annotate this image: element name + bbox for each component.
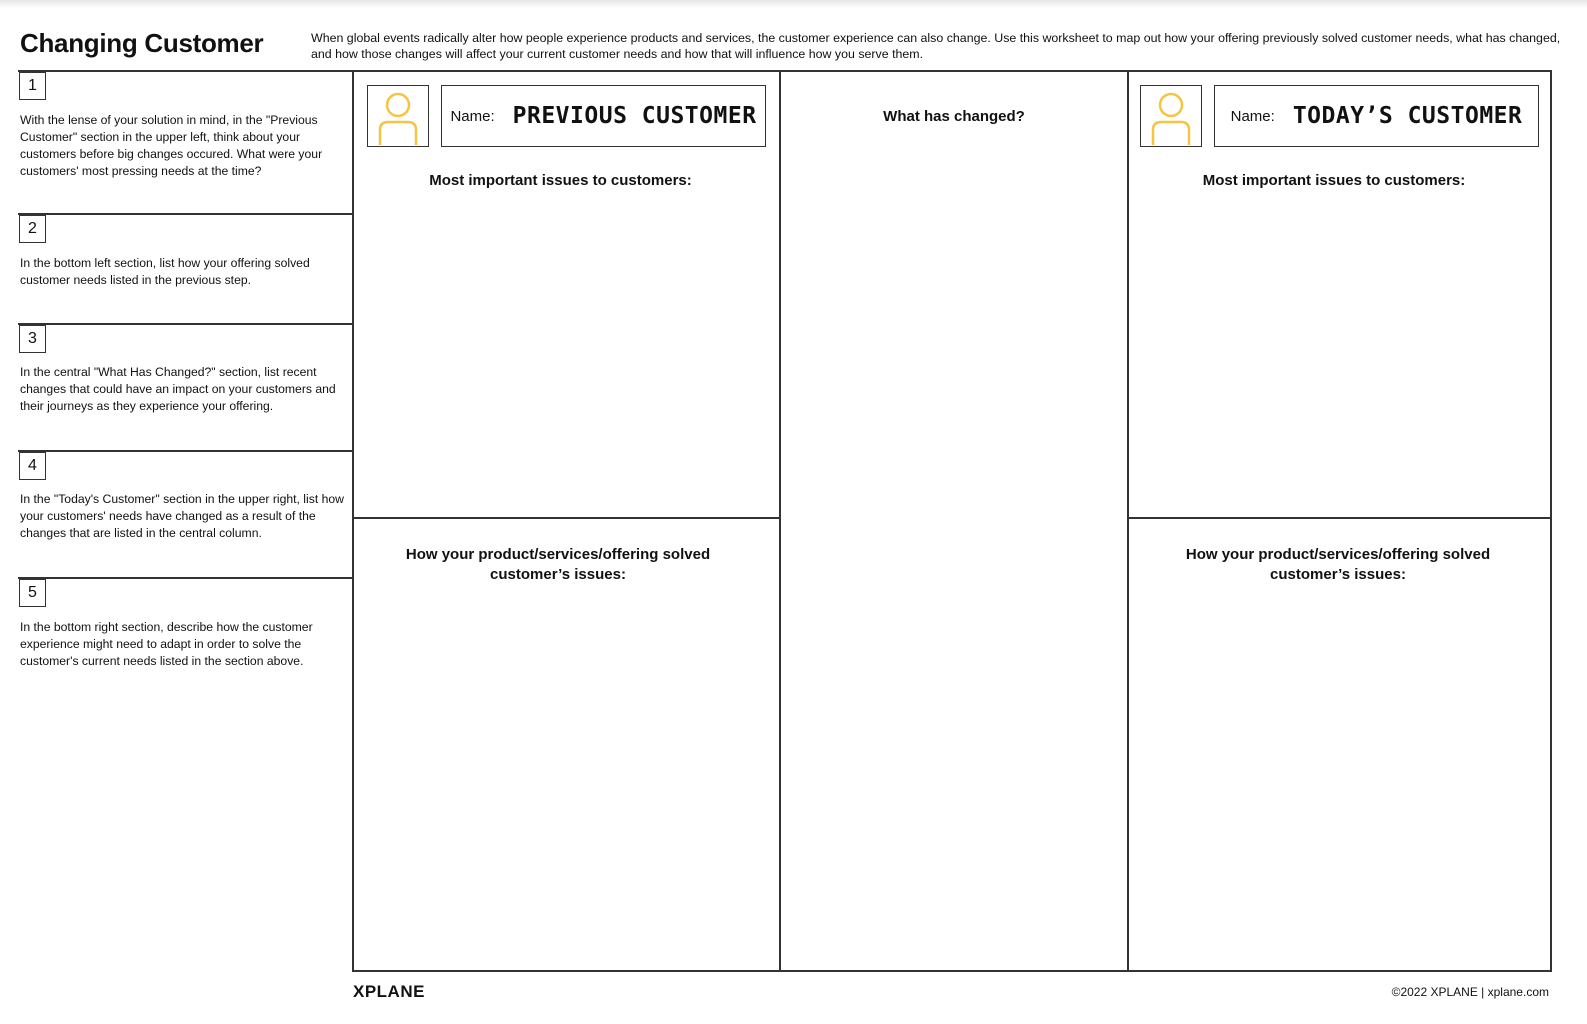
step-number: 5 (19, 579, 46, 607)
divider (18, 323, 353, 325)
divider (1127, 70, 1129, 972)
divider (18, 577, 353, 579)
step-text: With the lense of your solution in mind, in the "Previous Customer" section in the upper left, think about your customers before big changes occured. What were your customers' most pressing needs at the time? (20, 113, 323, 178)
customer-name: TODAY’S CUSTOMER (1292, 103, 1523, 129)
divider (352, 70, 354, 972)
divider (353, 517, 780, 519)
step-text: In the "Today's Customer" section in the upper right, list how your customers' needs have changed as a result of the changes that are listed in the central column. (20, 492, 344, 540)
step-number: 4 (19, 452, 46, 480)
intro-text: When global events radically alter how people experience products and services, the customer experience can also change. Use this worksheet to map out how your offering previously solved customer needs, what has changed, and how those changes will affect your current customer needs and how that will influence how you serve them. (311, 31, 1561, 61)
divider (1128, 517, 1551, 519)
step-text: In the bottom right section, describe how the customer experience might need to adapt in order to solve the customer's current needs listed in the section above. (20, 620, 313, 668)
issues-heading: Most important issues to customers: (1202, 172, 1466, 189)
name-label: Name: (450, 107, 495, 125)
xplane-logo: XPLANE (353, 982, 425, 1001)
name-box-today[interactable] (1214, 85, 1539, 147)
customer-name: PREVIOUS CUSTOMER (512, 103, 757, 129)
divider (18, 213, 353, 215)
issues-heading: Most important issues to customers: (429, 172, 692, 189)
person-icon (368, 86, 427, 145)
step-text: In the central "What Has Changed?" section, list recent changes that could have an impact on your customers and their journeys as they experience your offering. (20, 365, 336, 413)
divider (1550, 70, 1552, 972)
solved-heading: How your product/services/offering solved customer’s issues: (1185, 546, 1491, 583)
avatar-today (1140, 85, 1202, 147)
what-changed-heading: What has changed? (883, 108, 1025, 125)
step-number: 3 (19, 325, 46, 353)
name-box-previous[interactable] (441, 85, 766, 147)
avatar-previous (367, 85, 429, 147)
divider (18, 70, 1551, 72)
divider (18, 450, 353, 452)
copyright: ©2022 XPLANE | xplane.com (1391, 985, 1549, 999)
page-title: Changing Customer (20, 28, 264, 58)
step-number: 1 (19, 72, 46, 100)
step-number: 2 (19, 215, 46, 243)
person-icon (1141, 86, 1200, 145)
step-text: In the bottom left section, list how your offering solved customer needs listed in the previous step. (20, 256, 310, 287)
solved-heading: How your product/services/offering solved customer’s issues: (405, 546, 711, 583)
top-shade (0, 0, 1587, 8)
divider (779, 70, 781, 972)
divider (353, 970, 1551, 972)
name-label: Name: (1230, 107, 1275, 125)
